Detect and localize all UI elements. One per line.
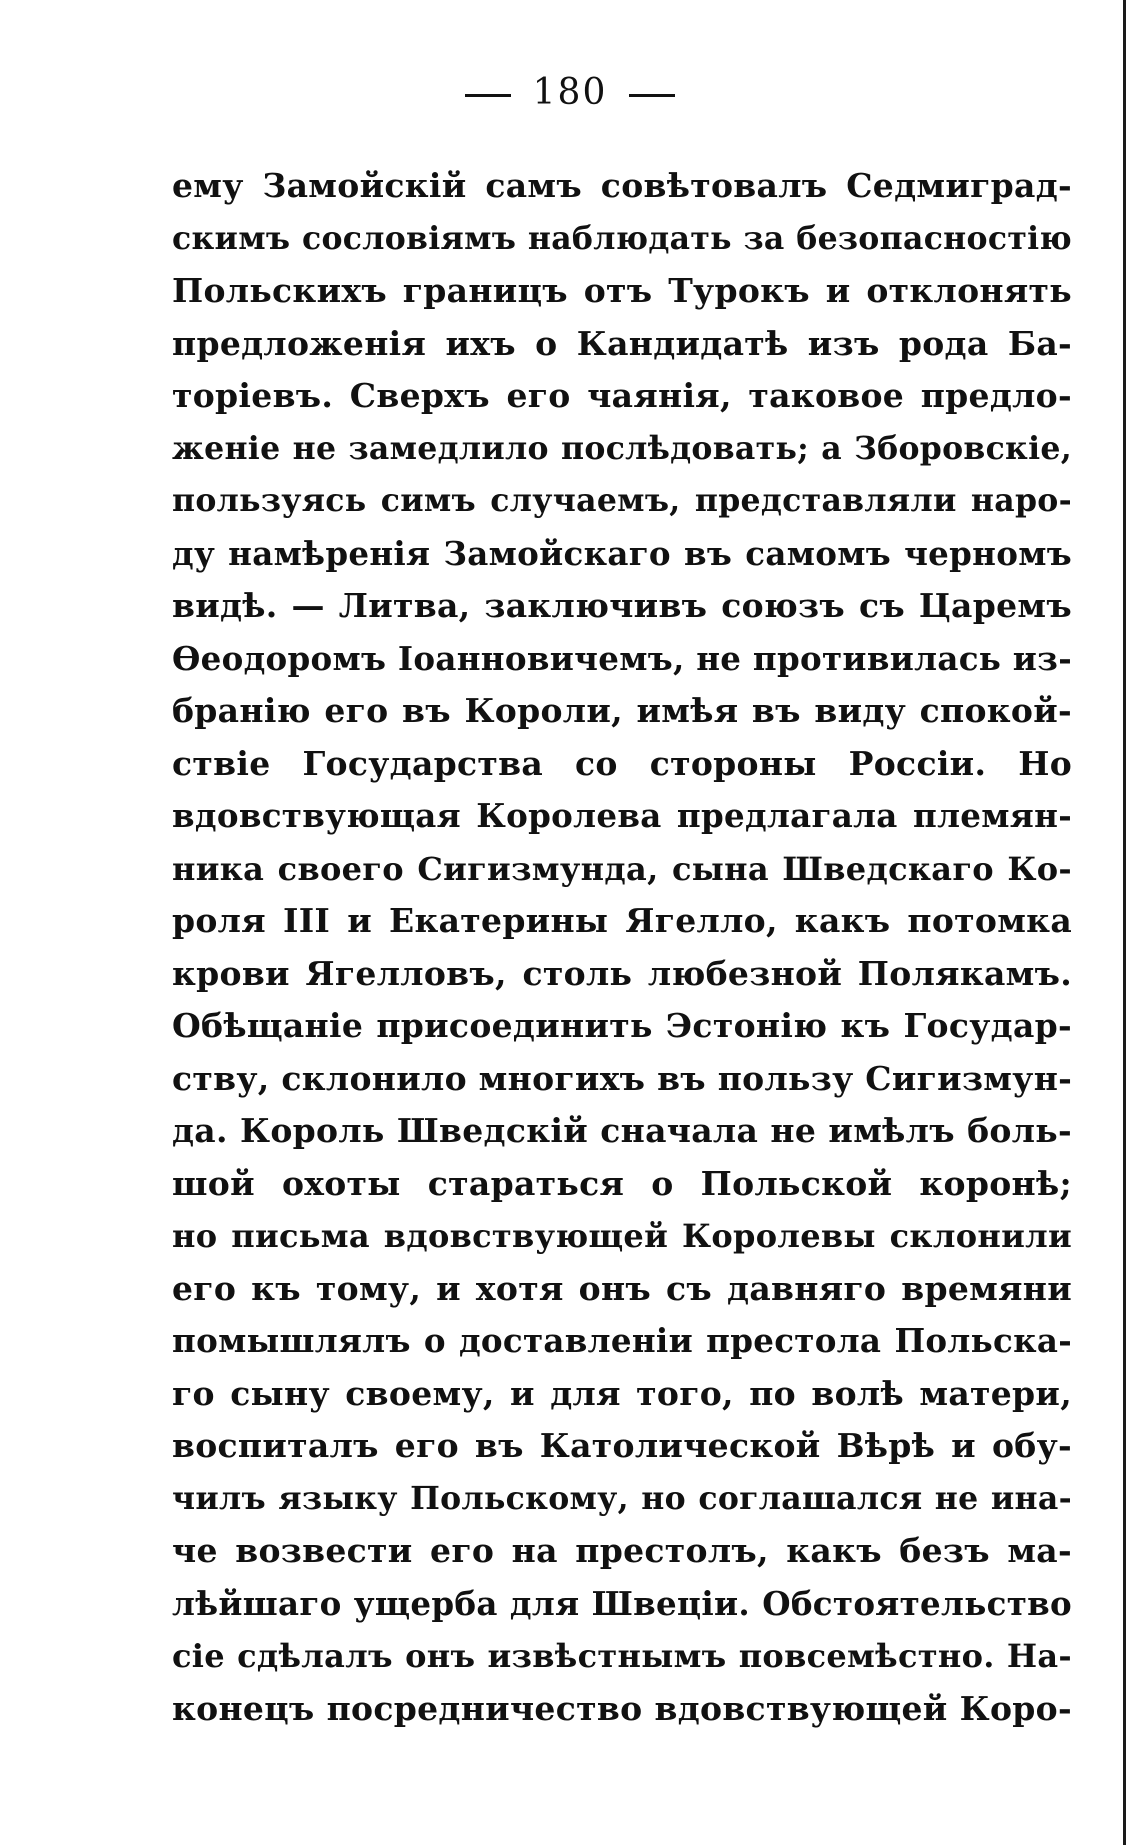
text-line: Ѳеодоромъ Іоанновичемъ, не противилась из- bbox=[172, 638, 1072, 678]
text-line: ника своего Сигизмунда, сына Шведскаго Ко- bbox=[172, 849, 1072, 888]
text-line: его къ тому, и хотя онъ съ давняго времяни bbox=[172, 1268, 1072, 1308]
text-line: бранію его въ Короли, имѣя въ виду спокой- bbox=[172, 691, 1072, 730]
page-header bbox=[0, 72, 1140, 113]
text-line: видѣ. — Литва, заключивъ союзъ съ Царемъ bbox=[172, 586, 1072, 625]
page-number: 180 bbox=[532, 72, 608, 113]
text-line: но письма вдовствующей Королевы склонили bbox=[172, 1217, 1072, 1255]
text-line: шой охоты стараться о Польской коронѣ; bbox=[172, 1163, 1072, 1203]
text-line: предложенія ихъ о Кандидатѣ изъ рода Ба- bbox=[172, 323, 1072, 363]
text-line: воспиталъ его въ Католической Вѣрѣ и обу- bbox=[172, 1426, 1072, 1465]
text-line: че возвести его на престолъ, какъ безъ ма- bbox=[172, 1531, 1072, 1570]
text-line: женіе не замедлило послѣдовать; а Зборовскіе, bbox=[172, 429, 1072, 467]
text-line: пользуясь симъ случаемъ, представляли наро- bbox=[172, 482, 1072, 519]
text-line: крови Ягелловъ, столь любезной Полякамъ. bbox=[172, 953, 1072, 993]
text-line: да. Король Шведскій сначала не имѣлъ боль- bbox=[172, 1111, 1072, 1150]
text-line: вдовствующая Королева предлагала племян- bbox=[172, 796, 1072, 835]
text-line: ствіе Государства со стороны Россіи. Но bbox=[172, 743, 1072, 783]
text-line: скимъ сословіямъ наблюдать за безопасностію bbox=[172, 219, 1072, 257]
text-line: торіевъ. Сверхъ его чаянія, таковое предло- bbox=[172, 376, 1072, 415]
text-line: ству, склонило многихъ въ пользу Сигизмун- bbox=[172, 1058, 1073, 1098]
page-edge bbox=[1123, 0, 1126, 1845]
text-line: роля III и Екатерины Ягелло, какъ потомка bbox=[172, 901, 1072, 940]
text-line: ему Замойскій самъ совѣтовалъ Седмиград- bbox=[172, 166, 1072, 205]
text-line: Польскихъ границъ отъ Турокъ и отклонять bbox=[172, 271, 1072, 310]
text-line: конецъ посредничество вдовствующей Коро- bbox=[172, 1688, 1072, 1728]
text-line: лѣйшаго ущерба для Швеціи. Обстоятельство bbox=[172, 1583, 1072, 1623]
text-line: помышлялъ о доставленіи престола Польска- bbox=[172, 1321, 1072, 1360]
text-line: Обѣщаніе присоединить Эстонію къ Государ- bbox=[172, 1006, 1072, 1045]
body-text bbox=[172, 160, 1072, 1735]
text-line: ду намѣренія Замойскаго въ самомъ черномъ bbox=[172, 533, 1072, 573]
text-line: го сыну своему, и для того, по волѣ матери, bbox=[172, 1373, 1072, 1413]
text-line: сіе сдѣлалъ онъ извѣстнымъ повсемѣстно. На- bbox=[172, 1637, 1072, 1675]
header-dash-right bbox=[629, 94, 675, 97]
text-line: чилъ языку Польскому, но соглашался не ина- bbox=[172, 1479, 1072, 1517]
header-dash-left bbox=[465, 94, 511, 97]
